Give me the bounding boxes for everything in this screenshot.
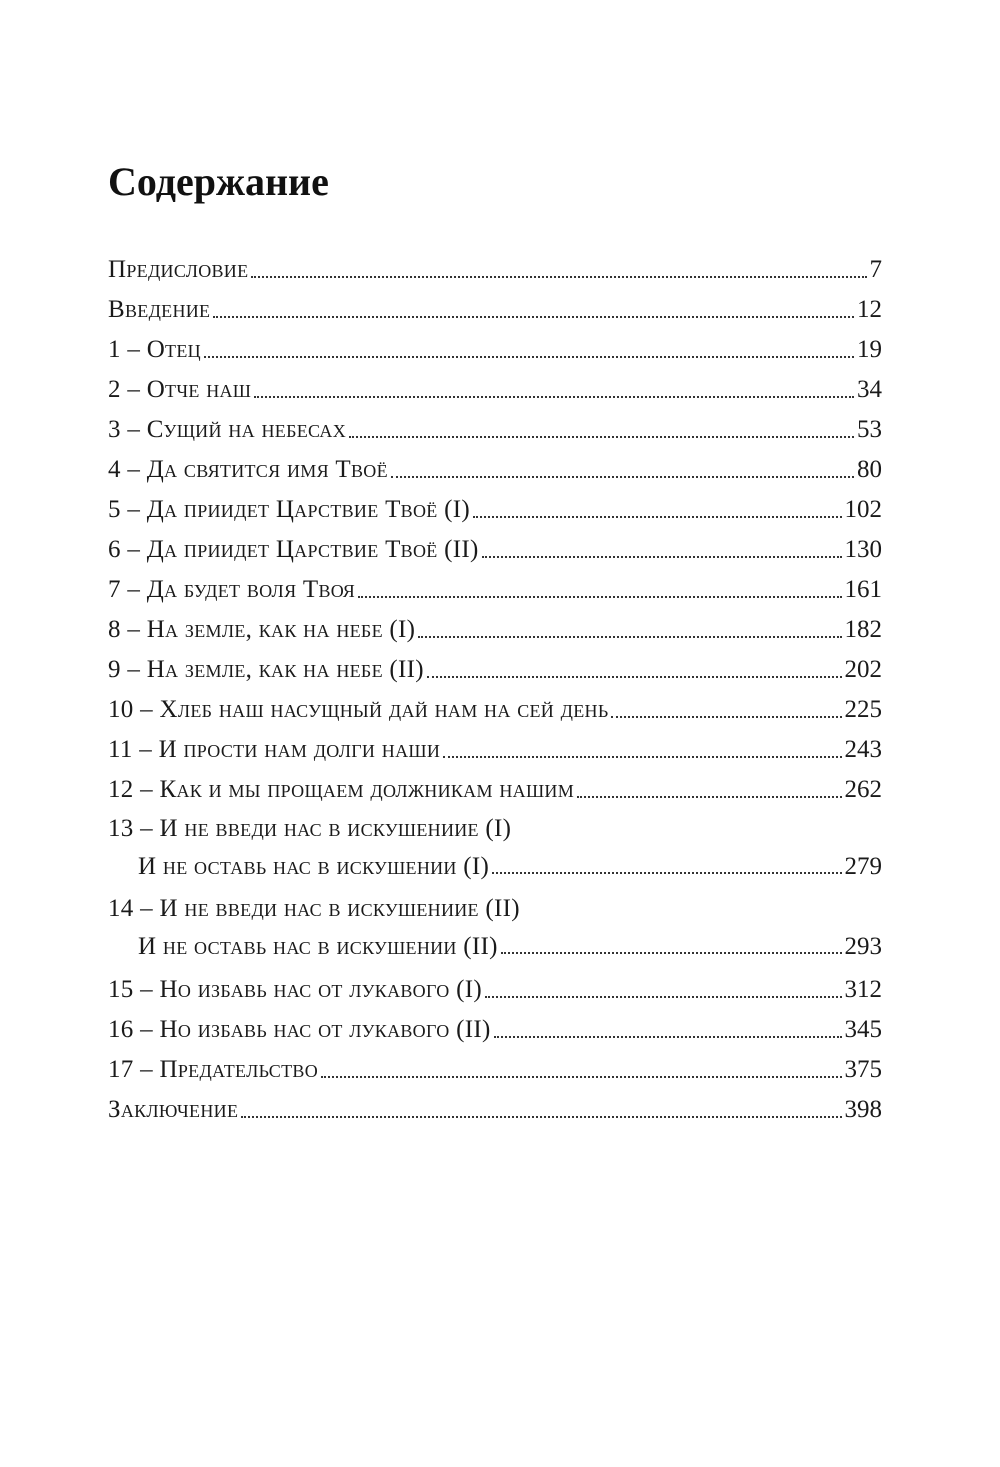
toc-page-number: 12 — [857, 296, 882, 323]
toc-line — [108, 970, 882, 1010]
toc-line — [108, 1090, 882, 1130]
toc-line — [108, 810, 882, 848]
toc-page-number: 34 — [857, 376, 882, 403]
toc-line — [108, 290, 882, 330]
toc-entry — [108, 610, 882, 650]
toc-entry-title: 13 – И не введи нас в искушениие (I) — [108, 815, 512, 842]
toc-entry-title: 17 – Предательство — [108, 1056, 319, 1083]
toc-entry-title: 14 – И не введи нас в искушениие (II) — [108, 895, 520, 922]
toc-page-number: 19 — [857, 336, 882, 363]
toc-entry — [108, 490, 882, 530]
toc-line — [108, 650, 882, 690]
toc-entry-title: 2 – Отче наш — [108, 376, 252, 403]
toc-entry-subtitle: И не оставь нас в искушении (I) — [138, 853, 490, 880]
toc-entry — [108, 730, 882, 770]
toc-entry-subtitle: И не оставь нас в искушении (II) — [138, 933, 498, 960]
toc-page-number: 202 — [844, 656, 882, 683]
toc-line — [108, 330, 882, 370]
toc-line-continuation — [108, 928, 882, 966]
toc-line — [108, 730, 882, 770]
toc-page-number: 262 — [844, 776, 882, 803]
toc-entry — [108, 1010, 882, 1050]
toc-line — [108, 1050, 882, 1090]
toc-page-number: 102 — [844, 496, 882, 523]
toc-line — [108, 770, 882, 810]
toc-entry — [108, 810, 882, 886]
toc-entry-title: Введение — [108, 296, 211, 323]
toc-entry — [108, 370, 882, 410]
toc-line — [108, 450, 882, 490]
toc-page-number: 243 — [844, 736, 882, 763]
toc-entry-title: 15 – Но избавь нас от лукавого (I) — [108, 976, 482, 1003]
dot-leader — [501, 952, 842, 954]
dot-leader — [213, 316, 854, 318]
toc-entry-title: 12 – Как и мы прощаем должникам нашим — [108, 776, 575, 803]
toc-page-number: 398 — [844, 1096, 882, 1123]
toc-entry — [108, 770, 882, 810]
toc-line — [108, 690, 882, 730]
toc-entry-title: 1 – Отец — [108, 336, 201, 363]
toc-line-continuation — [108, 848, 882, 886]
dot-leader — [321, 1076, 841, 1078]
toc-entry — [108, 530, 882, 570]
toc-line — [108, 570, 882, 610]
dot-leader — [254, 396, 854, 398]
toc-entry — [108, 970, 882, 1010]
toc-entry-title: Предисловие — [108, 256, 249, 283]
toc-page-number: 7 — [869, 256, 882, 283]
toc-entry — [108, 450, 882, 490]
toc-entry — [108, 1090, 882, 1130]
toc-line — [108, 410, 882, 450]
dot-leader — [418, 636, 841, 638]
toc-entry-title: 7 – Да будет воля Твоя — [108, 576, 356, 603]
toc-entry-title: 9 – На земле, как на небе (II) — [108, 656, 424, 683]
dot-leader — [251, 276, 866, 278]
dot-leader — [482, 556, 842, 558]
toc-line — [108, 530, 882, 570]
dot-leader — [391, 476, 854, 478]
toc-page-number: 130 — [844, 536, 882, 563]
page-title: Содержание — [108, 159, 329, 204]
toc-entry — [108, 890, 882, 966]
toc-entry-title: 8 – На земле, как на небе (I) — [108, 616, 416, 643]
toc-entry — [108, 690, 882, 730]
toc-page-number: 293 — [844, 933, 882, 960]
toc-entry-title: 3 – Сущий на небесах — [108, 416, 347, 443]
toc-entry — [108, 1050, 882, 1090]
toc-entry — [108, 290, 882, 330]
toc-entry-title: 4 – Да святится имя Твоё — [108, 456, 388, 483]
toc-page-number: 312 — [844, 976, 882, 1003]
toc-line — [108, 370, 882, 410]
toc-page-number: 80 — [857, 456, 882, 483]
dot-leader — [427, 676, 842, 678]
toc-line — [108, 1010, 882, 1050]
toc-page-number: 375 — [844, 1056, 882, 1083]
toc-entry — [108, 410, 882, 450]
dot-leader — [494, 1036, 842, 1038]
dot-leader — [358, 596, 841, 598]
toc-page-number: 279 — [844, 853, 882, 880]
toc-page-number: 225 — [844, 696, 882, 723]
toc-entry-title: 16 – Но избавь нас от лукавого (II) — [108, 1016, 491, 1043]
toc-entry-title: 11 – И прости нам долги наши — [108, 736, 441, 763]
toc-entry-title: 5 – Да приидет Царствие Твоё (I) — [108, 496, 470, 523]
dot-leader — [577, 796, 841, 798]
toc-entry-title: Заключение — [108, 1096, 239, 1123]
toc-entry — [108, 250, 882, 290]
toc-line — [108, 610, 882, 650]
toc-entry-title: 6 – Да приидет Царствие Твоё (II) — [108, 536, 479, 563]
table-of-contents — [108, 250, 882, 1130]
dot-leader — [473, 516, 842, 518]
toc-line — [108, 250, 882, 290]
toc-page-number: 53 — [857, 416, 882, 443]
dot-leader — [485, 996, 842, 998]
dot-leader — [204, 356, 854, 358]
dot-leader — [349, 436, 854, 438]
toc-page-number: 182 — [844, 616, 882, 643]
toc-entry — [108, 570, 882, 610]
toc-entry-title: 10 – Хлеб наш насущный дай нам на сей день — [108, 696, 609, 723]
toc-entry — [108, 330, 882, 370]
dot-leader — [241, 1116, 841, 1118]
toc-line — [108, 490, 882, 530]
toc-page-number: 161 — [844, 576, 882, 603]
toc-line — [108, 890, 882, 928]
dot-leader — [492, 872, 841, 874]
dot-leader — [443, 756, 841, 758]
dot-leader — [611, 716, 841, 718]
toc-page-number: 345 — [844, 1016, 882, 1043]
toc-entry — [108, 650, 882, 690]
